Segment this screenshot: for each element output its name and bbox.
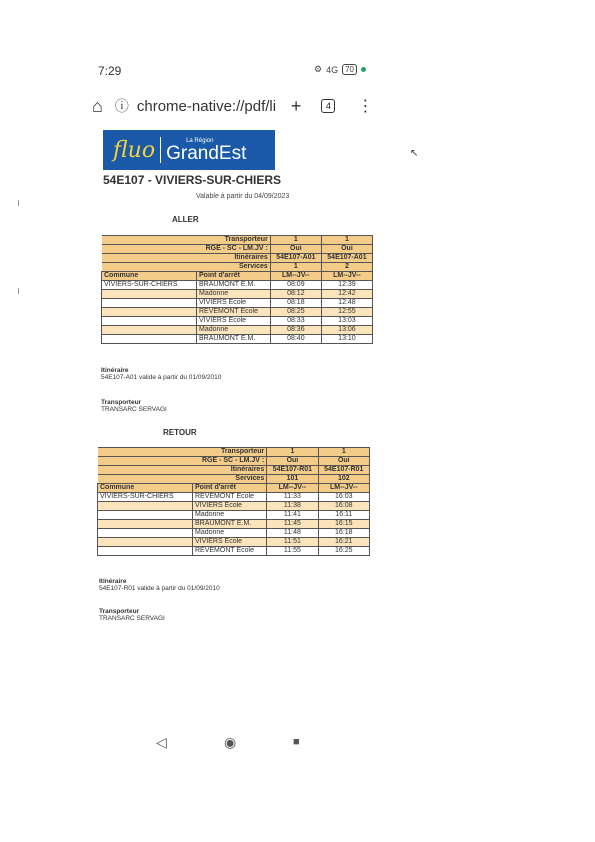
battery-icon: 70 (342, 64, 357, 75)
header-label: Services (102, 263, 271, 272)
table-row (98, 520, 370, 529)
stop-cell: VIVIERS Ecole (197, 299, 271, 308)
stop-cell: REVEMONT Ecole (197, 308, 271, 317)
table-row (102, 317, 373, 326)
time-cell: 16:03 (318, 493, 369, 502)
status-time: 7:29 (98, 64, 122, 78)
nav-back-button[interactable]: ◁ (156, 734, 167, 750)
header-value: 1 (321, 236, 372, 245)
header-value: 54E107-A01 (321, 254, 372, 263)
status-icons (314, 64, 366, 75)
header-value: 54E107-R01 (267, 466, 318, 475)
header-value: 1 (318, 448, 369, 457)
commune-cell (102, 308, 197, 317)
time-cell: 08:12 (270, 290, 321, 299)
time-cell: 11:38 (267, 502, 318, 511)
nav-recents-button[interactable]: ■ (293, 736, 300, 748)
table-row (102, 335, 373, 344)
commune-cell: VIVIERS-SUR-CHIERS (98, 493, 193, 502)
time-cell: 12:48 (321, 299, 372, 308)
header-value: 1 (267, 448, 318, 457)
header-value: 102 (318, 475, 369, 484)
column-header-row (98, 484, 370, 493)
header-label: Itinéraires (98, 466, 267, 475)
header-label: Services (98, 475, 267, 484)
days-header: LM--JV-- (267, 484, 318, 493)
time-cell: 16:21 (318, 538, 369, 547)
stop-cell: BRAUMONT E.M. (197, 281, 271, 290)
itinerary-label: Itinéraire (101, 367, 129, 374)
info-icon[interactable]: ⓘ (114, 98, 129, 114)
stop-cell: Madonne (197, 290, 271, 299)
days-header: LM--JV-- (270, 272, 321, 281)
stop-cell: Madonne (193, 529, 267, 538)
time-cell: 11:55 (267, 547, 318, 556)
scan-tick (18, 288, 19, 294)
commune-cell (102, 326, 197, 335)
commune-cell (98, 511, 193, 520)
commune-cell (98, 538, 193, 547)
stop-cell: REVEMONT Ecole (193, 547, 267, 556)
header-row (102, 254, 373, 263)
table-row (102, 281, 373, 290)
table-row (98, 493, 370, 502)
time-cell: 12:42 (321, 290, 372, 299)
transporter-text: TRANSARC SERVAGI (101, 406, 167, 413)
column-header-row (102, 272, 373, 281)
stop-cell: Madonne (193, 511, 267, 520)
validity-text: Valable à partir du 04/09/2023 (196, 193, 290, 200)
time-cell: 08:40 (270, 335, 321, 344)
fluo-logo (103, 130, 275, 170)
table-row (98, 538, 370, 547)
itinerary-text: 54E107-R01 valide à partir du 01/09/2010 (99, 585, 220, 592)
time-cell: 16:08 (318, 502, 369, 511)
table-row (102, 290, 373, 299)
transporter-text: TRANSARC SERVAGI (99, 615, 165, 622)
header-value: 1 (270, 263, 321, 272)
stop-cell: VIVIERS Ecole (193, 502, 267, 511)
time-cell: 08:33 (270, 317, 321, 326)
header-label: RGE - SC - LM.JV : (102, 245, 271, 254)
header-value: 54E107-R01 (318, 466, 369, 475)
itinerary-label: Itinéraire (99, 578, 127, 585)
stop-cell: Madonne (197, 326, 271, 335)
itinerary-text: 54E107-A01 valide à partir du 01/09/2010 (101, 374, 222, 381)
commune-cell (98, 520, 193, 529)
time-cell: 08:18 (270, 299, 321, 308)
time-cell: 11:33 (267, 493, 318, 502)
table-row (102, 308, 373, 317)
stop-cell: BRAUMONT E.M. (193, 520, 267, 529)
table-row (98, 529, 370, 538)
time-cell: 16:18 (318, 529, 369, 538)
logo-region-small: La Région (186, 137, 214, 144)
stop-header: Point d'arrêt (193, 484, 267, 493)
table-row (102, 299, 373, 308)
wifi-icon: ⚙ (314, 64, 323, 74)
header-label: Transporteur (102, 236, 271, 245)
time-cell: 16:15 (318, 520, 369, 529)
commune-cell (102, 290, 197, 299)
header-row (98, 466, 370, 475)
stop-header: Point d'arrêt (197, 272, 271, 281)
time-cell: 12:39 (321, 281, 372, 290)
days-header: LM--JV-- (321, 272, 372, 281)
section-retour: RETOUR (163, 428, 197, 437)
time-cell: 16:25 (318, 547, 369, 556)
transporter-label: Transporteur (101, 399, 142, 406)
time-cell: 08:36 (270, 326, 321, 335)
header-row (98, 457, 370, 466)
commune-cell (98, 547, 193, 556)
commune-cell (98, 502, 193, 511)
header-row (98, 475, 370, 484)
header-row (102, 245, 373, 254)
logo-region-name: GrandEst (166, 142, 247, 164)
time-cell: 11:41 (267, 511, 318, 520)
scan-tick (18, 200, 19, 206)
header-row (102, 263, 373, 272)
time-cell: 08:09 (270, 281, 321, 290)
commune-cell (98, 529, 193, 538)
time-cell: 13:03 (321, 317, 372, 326)
time-cell: 11:48 (267, 529, 318, 538)
signal-label: 4G (326, 64, 339, 75)
table-row (98, 511, 370, 520)
days-header: LM--JV-- (318, 484, 369, 493)
header-value: Oui (318, 457, 369, 466)
header-value: 1 (270, 236, 321, 245)
commune-cell (102, 299, 197, 308)
commune-cell: VIVIERS-SUR-CHIERS (102, 281, 197, 290)
header-label: Itinéraires (102, 254, 271, 263)
aller-transporter (101, 399, 167, 413)
section-aller: ALLER (172, 215, 199, 224)
header-label: RGE - SC - LM.JV : (98, 457, 267, 466)
time-cell: 13:06 (321, 326, 372, 335)
commune-cell (102, 335, 197, 344)
url-field[interactable]: chrome-native://pdf/li (136, 97, 277, 115)
home-icon[interactable]: ⌂ (92, 95, 103, 116)
header-value: 2 (321, 263, 372, 272)
header-value: Oui (321, 245, 372, 254)
nav-home-button[interactable]: ◉ (224, 734, 237, 750)
logo-region (166, 138, 246, 163)
tab-switcher-button[interactable]: 4 (321, 99, 335, 113)
logo-divider (160, 137, 161, 163)
header-row (98, 448, 370, 457)
stop-cell: REVEMONT Ecole (193, 493, 267, 502)
time-cell: 11:45 (267, 520, 318, 529)
header-value: 101 (267, 475, 318, 484)
table-row (102, 326, 373, 335)
time-cell: 12:55 (321, 308, 372, 317)
notification-dot (361, 67, 366, 72)
header-label: Transporteur (98, 448, 267, 457)
menu-icon[interactable]: ⋮ (357, 98, 374, 115)
table-row (98, 547, 370, 556)
logo-brand: fluo (113, 137, 156, 163)
stop-cell: VIVIERS Ecole (197, 317, 271, 326)
page-title: 54E107 - VIVIERS-SUR-CHIERS (103, 173, 282, 187)
transporter-label: Transporteur (99, 608, 140, 615)
commune-cell (102, 317, 197, 326)
retour-transporter (99, 608, 165, 622)
header-row (102, 236, 373, 245)
time-cell: 13:10 (321, 335, 372, 344)
timetable-aller (101, 235, 373, 344)
commune-header: Commune (98, 484, 193, 493)
time-cell: 08:25 (270, 308, 321, 317)
stop-cell: BRAUMONT E.M. (197, 335, 271, 344)
new-tab-icon[interactable]: + (290, 95, 302, 116)
header-value: Oui (270, 245, 321, 254)
time-cell: 11:51 (267, 538, 318, 547)
header-value: Oui (267, 457, 318, 466)
commune-header: Commune (102, 272, 197, 281)
time-cell: 16:11 (318, 511, 369, 520)
table-row (98, 502, 370, 511)
browser-toolbar (92, 94, 392, 118)
retour-itinerary (99, 578, 220, 592)
stop-cell: VIVIERS Ecole (193, 538, 267, 547)
scan-mark: ↖ (410, 148, 419, 159)
timetable-retour (97, 447, 370, 556)
aller-itinerary (101, 367, 221, 381)
header-value: 54E107-A01 (270, 254, 321, 263)
